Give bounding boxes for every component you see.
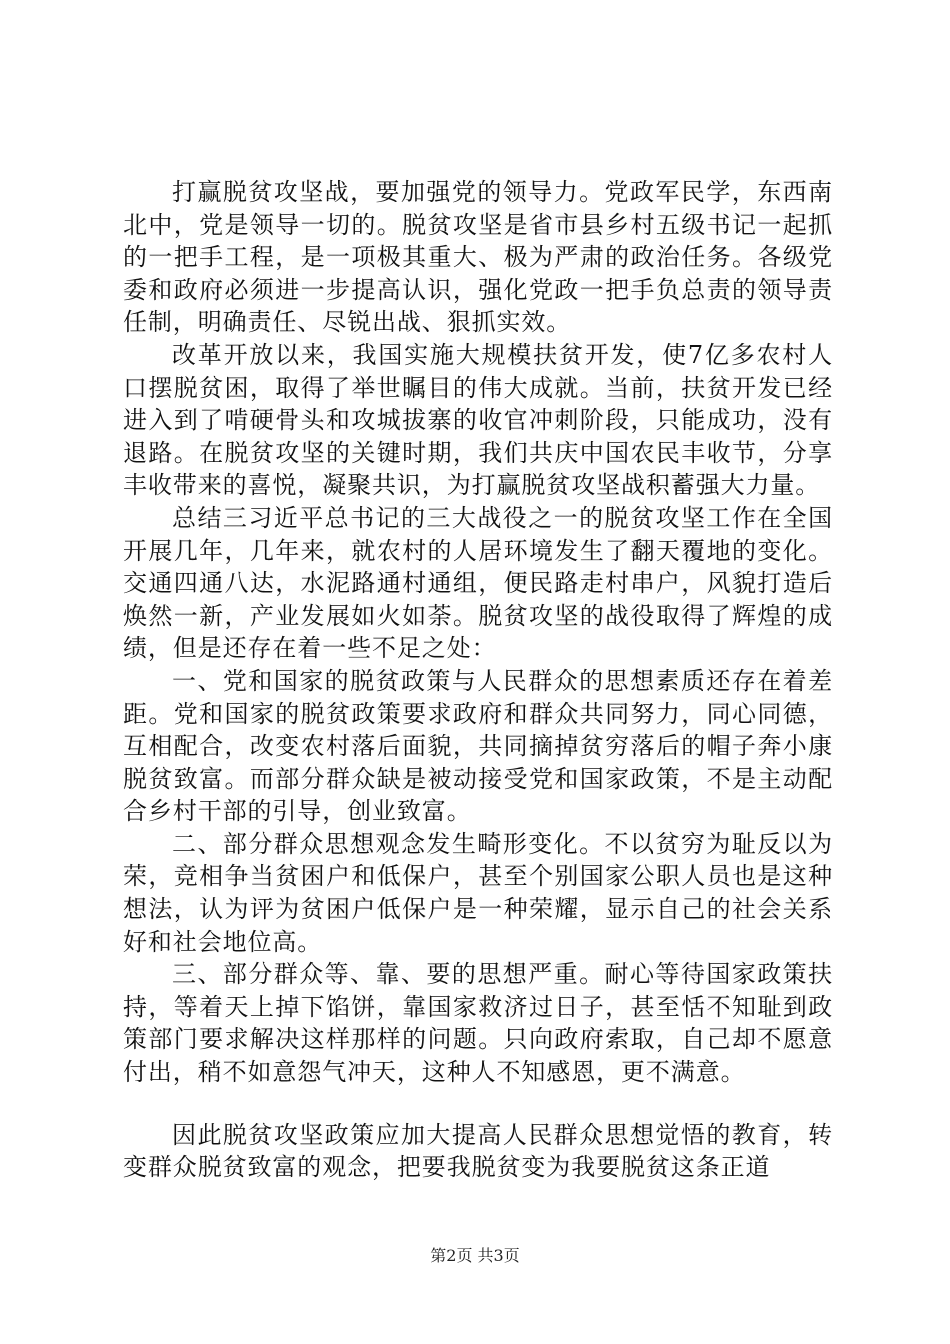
paragraph-point-one: 一、党和国家的脱贫政策与人民群众的思想素质还存在着差距。党和国家的脱贫政策要求政府和群众共同努力，同心同德，互相配合，改变农村落后面貌，共同摘掉贫穷落后的帽子奔小康脱贫致富。而部分群众缺是被动接受党和国家政策，不是主动配合乡村干部的引导，创业致富。 — [123, 666, 833, 826]
paragraph-point-two: 二、部分群众思想观念发生畸形变化。不以贫穷为耻反以为荣，竞相争当贫困户和低保户，甚至个别国家公职人员也是这种想法，认为评为贫困户低保户是一种荣耀，显示自己的社会关系好和社会地位高。 — [123, 829, 833, 956]
document-body — [123, 176, 833, 1184]
paragraph-reform-achievements: 改革开放以来，我国实施大规模扶贫开发，使7亿多农村人口摆脱贫困，取得了举世瞩目的伟大成就。当前，扶贫开发已经进入到了啃硬骨头和攻城拔寨的收官冲刺阶段，只能成功，没有退路。在脱贫攻坚的关键时期，我们共庆中国农民丰收节，分享丰收带来的喜悦，凝聚共识，为打赢脱贫攻坚战积蓄强大力量。 — [123, 340, 833, 500]
paragraph-conclusion: 因此脱贫攻坚政策应加大提高人民群众思想觉悟的教育，转变群众脱贫致富的观念，把要我脱贫变为我要脱贫这条正道 — [123, 1120, 833, 1182]
paragraph-point-three: 三、部分群众等、靠、要的思想严重。耐心等待国家政策扶持，等着天上掉下馅饼，靠国家救济过日子，甚至恬不知耻到政策部门要求解决这样那样的问题。只向政府索取，自己却不愿意付出，稍不如意怨气冲天，这种人不知感恩，更不满意。 — [123, 960, 833, 1087]
page-number-footer: 第2页 共3页 — [430, 1246, 520, 1265]
paragraph-leadership: 打赢脱贫攻坚战，要加强党的领导力。党政军民学，东西南北中，党是领导一切的。脱贫攻坚是省市县乡村五级书记一起抓的一把手工程，是一项极其重大、极为严肃的政治任务。各级党委和政府必须进一步提高认识，强化党政一把手负总责的领导责任制，明确责任、尽锐出战、狠抓实效。 — [123, 178, 833, 337]
paragraph-summary: 总结三习近平总书记的三大战役之一的脱贫攻坚工作在全国开展几年，几年来，就农村的人居环境发生了翻天覆地的变化。交通四通八达，水泥路通村通组，便民路走村串户，风貌打造后焕然一新，产业发展如火如荼。脱贫攻坚的战役取得了辉煌的成绩，但是还存在着一些不足之处： — [123, 503, 833, 663]
